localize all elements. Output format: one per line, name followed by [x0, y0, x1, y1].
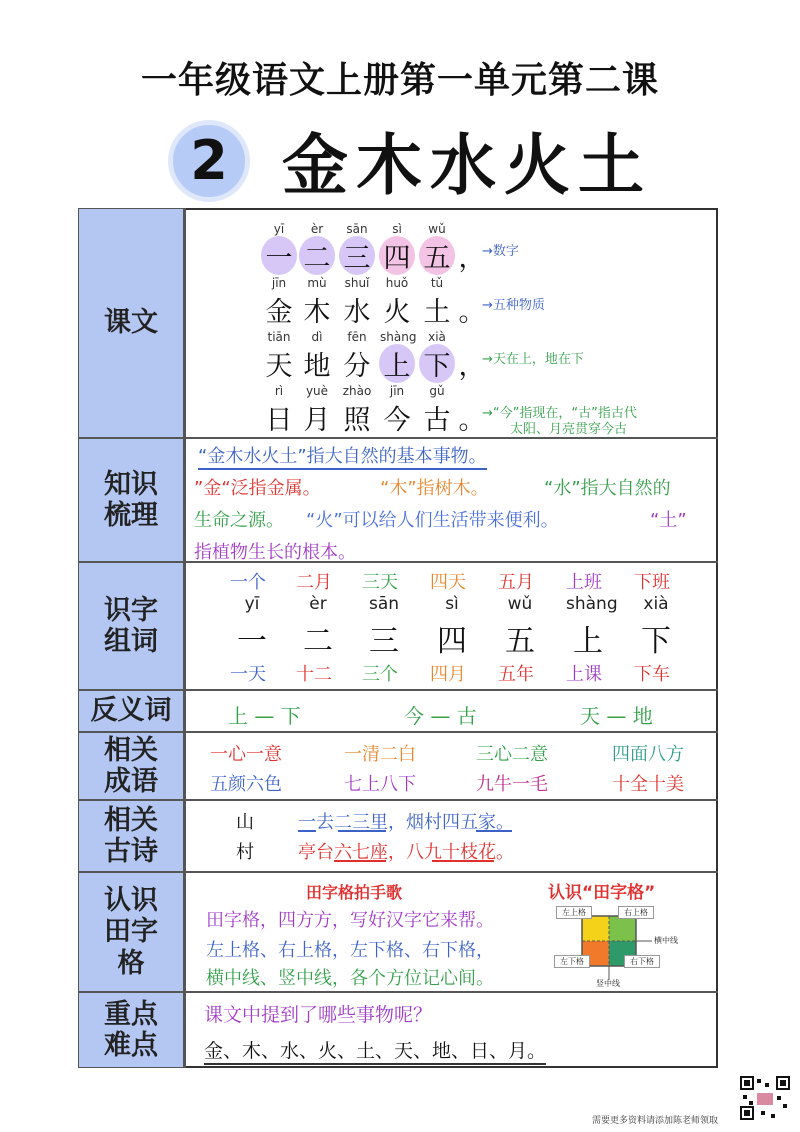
kewen-character: 地 [303, 351, 331, 382]
kewen-character: 金 [265, 297, 293, 328]
kewen-pinyin: gǔ [429, 384, 445, 398]
lesson-number-badge: 2 [168, 120, 250, 202]
kewen-character: 月 [303, 405, 331, 436]
shizi-word: 三个 [362, 664, 398, 685]
kewen-character: 一 [261, 236, 297, 275]
shizi-pinyin: sì [445, 594, 459, 614]
footer-text: 需要更多资料请添加陈老师领取 [592, 1116, 719, 1126]
kewen-character: 下 [419, 344, 455, 383]
antonym-pair: 天 — 地 [580, 704, 653, 728]
kewen-pinyin: zhào [342, 384, 372, 398]
zhishi-tu: “土” [650, 510, 687, 531]
label-bottom-right: 右下格 [624, 955, 660, 968]
row-divider [78, 731, 718, 733]
label-h-line: 横中线 [654, 936, 678, 945]
label-bottom-left: 左下格 [554, 955, 590, 968]
kewen-pinyin: sān [346, 222, 368, 236]
kewen-pinyin: mù [307, 276, 327, 290]
kewen-character: 三 [339, 236, 375, 275]
table-divider [184, 208, 186, 1068]
kewen-pinyin: jīn [271, 276, 287, 290]
poem-line: 八九十枝花。 [406, 842, 514, 863]
kewen-character: 二 [299, 236, 335, 275]
kewen-pinyin: tǔ [430, 276, 444, 290]
section-tianzige-header: 认识 田字 格 [78, 872, 184, 992]
kewen-pinyin: rì [274, 384, 284, 398]
key-answer: 金、木、水、火、土、天、地、日、月。 [204, 1036, 546, 1065]
section-gushi-header: 相关 古诗 [78, 800, 184, 872]
label-top-left: 左上格 [556, 906, 592, 919]
section-chengyu-header: 相关 成语 [78, 732, 184, 800]
idiom: 一心一意 [210, 744, 282, 765]
song-title: 田字格拍手歌 [306, 883, 403, 902]
antonym-pair: 今 — 古 [404, 704, 477, 728]
shizi-word: 二月 [296, 572, 332, 593]
label-v-line: 竖中线 [596, 979, 620, 988]
shizi-pinyin: shàng [566, 594, 618, 614]
row-divider [78, 437, 718, 439]
label-top-right: 右上格 [618, 906, 654, 919]
kewen-pinyin: èr [310, 222, 324, 236]
idiom: 七上八下 [344, 774, 416, 795]
section-zhongdian-header: 重点 难点 [78, 992, 184, 1068]
kewen-punctuation: 。 [458, 405, 486, 436]
row-divider [78, 689, 718, 691]
zhishi-line1: “金木水火土”指大自然的基本事物。 [198, 442, 487, 470]
kewen-pinyin: tiān [267, 330, 291, 344]
kewen-pinyin: sì [392, 222, 402, 236]
poem-title-char: 村 [236, 842, 254, 863]
row-divider [78, 871, 718, 873]
shizi-character: 下 [641, 624, 671, 659]
shizi-word: 五月 [498, 572, 534, 593]
kewen-character: 天 [265, 351, 293, 382]
kewen-character: 火 [383, 297, 411, 328]
kewen-pinyin: jīn [389, 384, 405, 398]
kewen-character: 四 [379, 236, 415, 275]
song-line: 田字格，四方方，写好汉字它来帮。 [206, 910, 494, 931]
poem-line: 亭台六七座， [298, 842, 406, 863]
section-fanyi-header: 反义词 [78, 690, 184, 732]
shizi-pinyin: xià [643, 594, 669, 614]
zhishi-huo: “火”可以给人们生活带来便利。 [306, 510, 559, 531]
idiom: 九牛一毛 [476, 774, 548, 795]
poem-title-char: 山 [236, 812, 254, 833]
kewen-punctuation: 。 [458, 297, 486, 328]
shizi-character: 二 [303, 624, 333, 659]
poem-underlines [290, 800, 550, 870]
shizi-character: 三 [369, 624, 399, 659]
idiom: 三心二意 [476, 744, 548, 765]
kewen-pinyin: xià [428, 330, 446, 344]
shizi-word: 四月 [430, 664, 466, 685]
kewen-pinyin: shuǐ [344, 276, 370, 290]
kewen-pinyin: yuè [305, 384, 329, 398]
song-line: 左上格、右上格，左下格、右下格， [206, 940, 494, 961]
kewen-note: →“今”指现在，“古”指古代 [482, 406, 637, 421]
shizi-pinyin: wǔ [507, 594, 533, 614]
kewen-pinyin: shàng [380, 330, 417, 344]
lesson-title: 金木水火土 [282, 127, 652, 204]
kewen-note: →数字 [482, 244, 519, 259]
kewen-character: 土 [423, 297, 451, 328]
kewen-character: 木 [303, 297, 331, 328]
diagram-title: 认识“田字格” [548, 883, 656, 903]
zhishi-shui2: 生命之源。 [194, 510, 284, 531]
shizi-word: 四天 [430, 572, 466, 593]
poem-line: 烟村四五家。 [406, 812, 514, 833]
zhishi-mu: “木”指树木。 [380, 478, 489, 499]
idiom: 十全十美 [612, 774, 684, 795]
kewen-character: 古 [423, 405, 451, 436]
row-divider [78, 561, 718, 563]
qr-code-image [740, 1076, 790, 1120]
page-title: 一年级语文上册第一单元第二课 [140, 60, 659, 101]
song-line: 横中线、竖中线，各个方位记心间。 [206, 968, 494, 989]
shizi-word: 上课 [566, 664, 602, 685]
section-kewen-header: 课文 [78, 208, 184, 438]
row-divider [78, 991, 718, 993]
shizi-character: 上 [573, 624, 603, 659]
kewen-character: 上 [379, 344, 415, 383]
shizi-word: 下班 [634, 572, 670, 593]
shizi-word: 一天 [230, 664, 266, 685]
section-shizi-header: 识字 组词 [78, 562, 184, 690]
kewen-character: 照 [343, 405, 371, 436]
shizi-character: 四 [437, 624, 467, 659]
shizi-word: 五年 [498, 664, 534, 685]
shizi-pinyin: yī [244, 594, 260, 614]
shizi-word: 下车 [634, 664, 670, 685]
kewen-note: →天在上，地在下 [482, 352, 584, 367]
shizi-word: 上班 [566, 572, 602, 593]
section-zhishi-header: 知识 梳理 [78, 438, 184, 562]
kewen-punctuation: ， [458, 243, 486, 274]
kewen-pinyin: fēn [347, 330, 367, 344]
zhishi-jin: ”金“泛指金属。 [194, 478, 321, 499]
idiom: 一清二白 [344, 744, 416, 765]
zhishi-shui: “水”指大自然的 [544, 478, 671, 499]
shizi-pinyin: èr [309, 594, 327, 614]
kewen-pinyin: huǒ [385, 276, 409, 290]
kewen-character: 水 [343, 297, 371, 328]
key-question: 课文中提到了哪些事物呢？ [204, 1004, 433, 1026]
kewen-note: →五种物质 [482, 298, 545, 313]
idiom: 五颜六色 [210, 774, 282, 795]
kewen-character: 日 [265, 405, 293, 436]
shizi-character: 五 [505, 624, 535, 659]
shizi-character: 一 [237, 624, 267, 659]
shizi-word: 三天 [362, 572, 398, 593]
antonym-pair: 上 — 下 [228, 704, 301, 728]
kewen-character: 五 [419, 236, 455, 275]
kewen-pinyin: wǔ [428, 222, 446, 236]
shizi-word: 一个 [230, 572, 266, 593]
kewen-note: 太阳、月亮贯穿今古 [510, 422, 628, 437]
kewen-character: 今 [383, 405, 411, 436]
poem-line: 一去二三里， [298, 812, 406, 833]
kewen-character: 分 [343, 351, 371, 382]
shizi-pinyin: sān [368, 594, 400, 614]
kewen-punctuation: ， [458, 351, 486, 382]
kewen-pinyin: yī [273, 222, 285, 236]
zhishi-tu2: 指植物生长的根本。 [194, 542, 356, 563]
idiom: 四面八方 [612, 744, 684, 765]
kewen-pinyin: dì [311, 330, 323, 344]
shizi-word: 十二 [296, 664, 332, 685]
